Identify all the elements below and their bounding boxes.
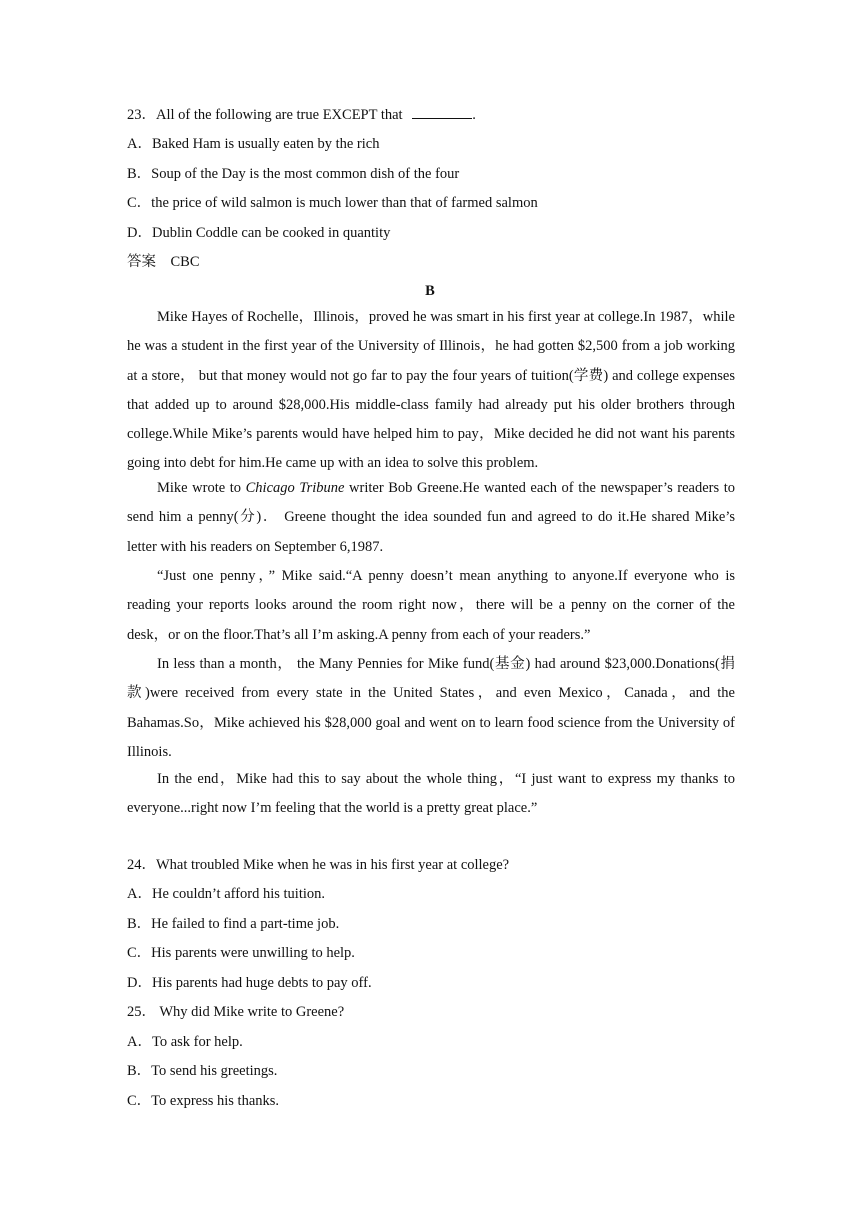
question-24-option-c: C．His parents were unwilling to help. [127,945,355,961]
question-23-option-b: B．Soup of the Day is the most common dish of the four [127,166,460,182]
answer-blank [412,105,472,119]
question-25-option-a: A．To ask for help. [127,1034,243,1050]
passage-paragraph-2 [127,474,735,562]
passage-paragraph-5: In the end，Mike had this to say about the whole thing，“I just want to express my thanks to everyone...right now I’m feeling that the world is a pretty great place.” [127,771,735,817]
question-23-option-d: D．Dublin Coddle can be cooked in quantity [127,225,391,241]
question-25-option-c: C．To express his thanks. [127,1093,280,1109]
question-25-option-b: B．To send his greetings. [127,1063,278,1079]
question-23-option-c: C．the price of wild salmon is much lower than that of farmed salmon [127,195,538,211]
question-23-option-a: A．Baked Ham is usually eaten by the rich [127,136,380,152]
question-24-option-b: B．He failed to find a part-time job. [127,916,340,932]
section-title: B [425,283,435,299]
passage-paragraph-1: Mike Hayes of Rochelle，Illinois，proved he was smart in his first year at college.In 1987，while he was a student in the first year of the University of Illinois，he had gotten $2,500 from a job working at a store， but that money would not go far to pay the four years of tuition(学费) and college expenses that added up to around $28,000.His middle-class family had already put his older brothers through college.While Mike’s parents would have helped him to pay，Mike decided he did not want his parents going into debt for him.He came up with an idea to solve this problem. [127,309,735,472]
paragraph-2-text-a: Mike wrote to [157,480,246,496]
question-24-option-a: A．He couldn’t afford his tuition. [127,886,326,902]
newspaper-name: Chicago Tribune [245,480,345,496]
question-25-stem: 25． Why did Mike write to Greene? [127,1004,345,1020]
answer-key: 答案 CBC [127,254,200,270]
question-24-option-d: D．His parents had huge debts to pay off. [127,975,372,991]
paragraph-2-text-b: writer Bob Greene.He wanted each of the newspaper’s readers to send him a penny(分)． Greene thought the idea sounded fun and agreed to do it.He shared Mike’s letter with his readers on September 6,1987. [127,480,735,555]
passage-paragraph-3: “Just one penny，” Mike said.“A penny doesn’t mean anything to anyone.If everyone who is reading your reports looks around the room right now，there will be a penny on the corner of the desk，or on the floor.That’s all I’m asking.A penny from each of your readers.” [127,568,735,643]
question-23-text: 23．All of the following are true EXCEPT that [127,107,407,123]
question-23-stem [127,105,476,125]
question-23-stem-end: . [472,107,476,123]
question-24-stem: 24．What troubled Mike when he was in his first year at college? [127,857,510,873]
passage-paragraph-4: In less than a month， the Many Pennies for Mike fund(基金) had around $23,000.Donations(捐款)were received from every state in the United States，and even Mexico，Canada，and the Bahamas.So，Mike achieved his $28,000 goal and went on to learn food science from the University of Illinois. [127,656,735,760]
